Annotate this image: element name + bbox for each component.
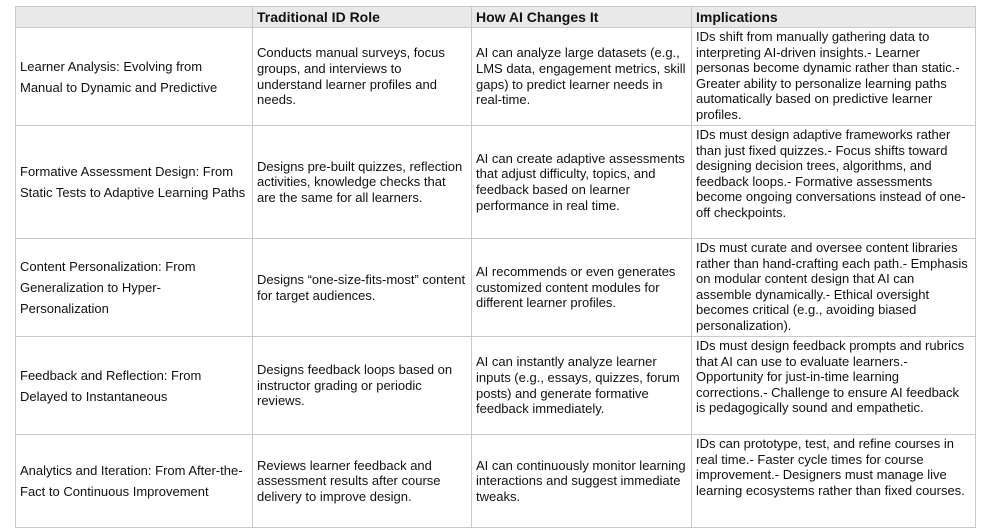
header-traditional-id-role: Traditional ID Role <box>253 7 472 28</box>
table-row <box>16 28 976 126</box>
traditional-role-cell: Designs feedback loops based on instructor grading or periodic reviews. <box>253 337 472 435</box>
traditional-role-cell: Designs pre-built quizzes, reflection activities, knowledge checks that are the same for all learners. <box>253 126 472 239</box>
table-row <box>16 126 976 239</box>
comparison-table-wrapper <box>15 6 975 528</box>
traditional-role-cell: Designs “one-size-fits-most” content for target audiences. <box>253 239 472 337</box>
traditional-role-cell: Conducts manual surveys, focus groups, and interviews to understand learner profiles and needs. <box>253 28 472 126</box>
traditional-role-cell: Reviews learner feedback and assessment results after course delivery to improve design. <box>253 435 472 528</box>
comparison-table <box>15 6 976 528</box>
ai-change-cell: AI can create adaptive assessments that adjust difficulty, topics, and feedback based on learner performance in real time. <box>472 126 692 239</box>
topic-cell: Learner Analysis: Evolving from Manual to Dynamic and Predictive <box>16 28 253 126</box>
ai-change-cell: AI can continuously monitor learning interactions and suggest immediate tweaks. <box>472 435 692 528</box>
ai-change-cell: AI can instantly analyze learner inputs (e.g., essays, quizzes, forum posts) and generate formative feedback immediately. <box>472 337 692 435</box>
topic-cell: Feedback and Reflection: From Delayed to Instantaneous <box>16 337 253 435</box>
table-row <box>16 239 976 337</box>
table-row <box>16 337 976 435</box>
ai-change-cell: AI can analyze large datasets (e.g., LMS data, engagement metrics, skill gaps) to predict learner needs in real-time. <box>472 28 692 126</box>
topic-cell: Formative Assessment Design: From Static Tests to Adaptive Learning Paths <box>16 126 253 239</box>
header-implications: Implications <box>692 7 976 28</box>
table-row <box>16 435 976 528</box>
header-how-ai-changes-it: How AI Changes It <box>472 7 692 28</box>
ai-change-cell: AI recommends or even generates customized content modules for different learner profiles. <box>472 239 692 337</box>
implications-cell: IDs shift from manually gathering data to interpreting AI-driven insights.- Learner personas become dynamic rather than static.- Greater ability to personalize learning paths automatically based on predictive learner profiles. <box>692 28 976 126</box>
header-row <box>16 7 976 28</box>
implications-cell: IDs must curate and oversee content libraries rather than hand-crafting each path.- Emphasis on modular content design that AI can assemble dynamically.- Ethical oversight becomes critical (e.g., avoiding biased personalization). <box>692 239 976 337</box>
header-topic <box>16 7 253 28</box>
implications-cell: IDs must design feedback prompts and rubrics that AI can use to evaluate learners.- Opportunity for just-in-time learning corrections.- Challenge to ensure AI feedback is pedagogically sound and empathetic. <box>692 337 976 435</box>
topic-cell: Analytics and Iteration: From After-the-Fact to Continuous Improvement <box>16 435 253 528</box>
implications-cell: IDs can prototype, test, and refine courses in real time.- Faster cycle times for course improvement.- Designers must manage live learning ecosystems rather than fixed courses. <box>692 435 976 528</box>
topic-cell: Content Personalization: From Generalization to Hyper-Personalization <box>16 239 253 337</box>
implications-cell: IDs must design adaptive frameworks rather than just fixed quizzes.- Focus shifts toward designing decision trees, algorithms, and feedback loops.- Formative assessments become ongoing conversations instead of one-off checkpoints. <box>692 126 976 239</box>
